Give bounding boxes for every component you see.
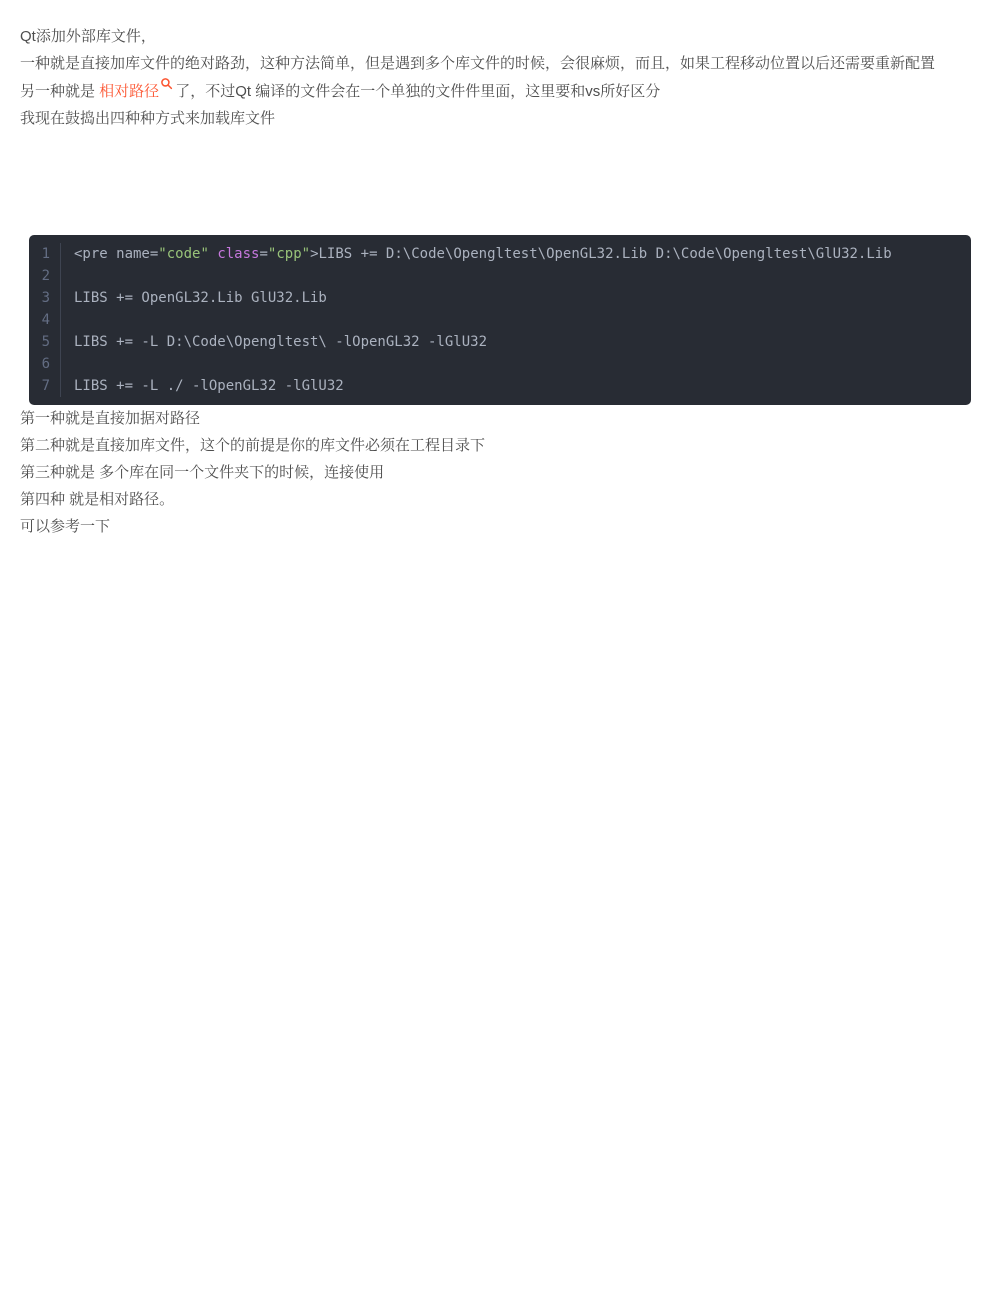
line-number: 6 (29, 353, 61, 375)
line-number: 5 (29, 331, 61, 353)
paragraph-method4: 第四种 就是相对路径。 (20, 491, 175, 508)
paragraph-outro: 可以参考一下 (20, 518, 111, 535)
code-text (61, 353, 74, 375)
text-run-prefix: 另一种就是 (20, 83, 100, 100)
paragraph-absolute-path: 一种就是直接加库文件的绝对路劲，这种方法简单，但是遇到多个库文件的时候，会很麻烦，而且，如果工程移动位置以后还需要重新配置 (20, 55, 936, 72)
code-text (61, 265, 74, 287)
paragraph-intro: Qt添加外部库文件， (20, 28, 156, 45)
code-line (29, 309, 971, 331)
line-number: 7 (29, 375, 61, 397)
line-number: 4 (29, 309, 61, 331)
code-line (29, 243, 971, 265)
line-number: 3 (29, 287, 61, 309)
search-icon[interactable] (160, 77, 173, 90)
code-text: LIBS += -L ./ -lOpenGL32 -lGlU32 (74, 378, 344, 394)
code-line (29, 331, 971, 353)
line-number: 2 (29, 265, 61, 287)
code-lines (29, 243, 971, 397)
paragraph-method3: 第三种就是 多个库在同一个文件夹下的时候，连接使用 (20, 464, 385, 481)
code-block (29, 235, 971, 405)
text-run-suffix: 了，不过Qt 编译的文件会在一个单独的文件件里面，这里要和vs所好区分 (175, 83, 661, 100)
paragraph-four-methods: 我现在鼓捣出四种种方式来加载库文件 (20, 110, 276, 127)
relative-path-link-label[interactable]: 相对路径 (99, 83, 160, 100)
code-line (29, 265, 971, 287)
code-line (29, 375, 971, 397)
code-text (61, 309, 74, 331)
line-number: 1 (29, 243, 61, 265)
paragraph-relative-path (20, 77, 972, 105)
code-line (29, 287, 971, 309)
relative-path-link[interactable] (99, 83, 175, 100)
paragraph-method1: 第一种就是直接加据对路径 (20, 410, 201, 427)
code-text: <pre name="code" class="cpp">LIBS += D:\Code\Opengltest\OpenGL32.Lib D:\Code\Opengltest\GlU32.Lib (74, 246, 892, 262)
code-line (29, 353, 971, 375)
code-text: LIBS += OpenGL32.Lib GlU32.Lib (74, 290, 327, 306)
article-body (0, 0, 992, 570)
code-text: LIBS += -L D:\Code\Opengltest\ -lOpenGL32 -lGlU32 (74, 334, 488, 350)
paragraph-method2: 第二种就是直接加库文件，这个的前提是你的库文件必须在工程目录下 (20, 437, 486, 454)
